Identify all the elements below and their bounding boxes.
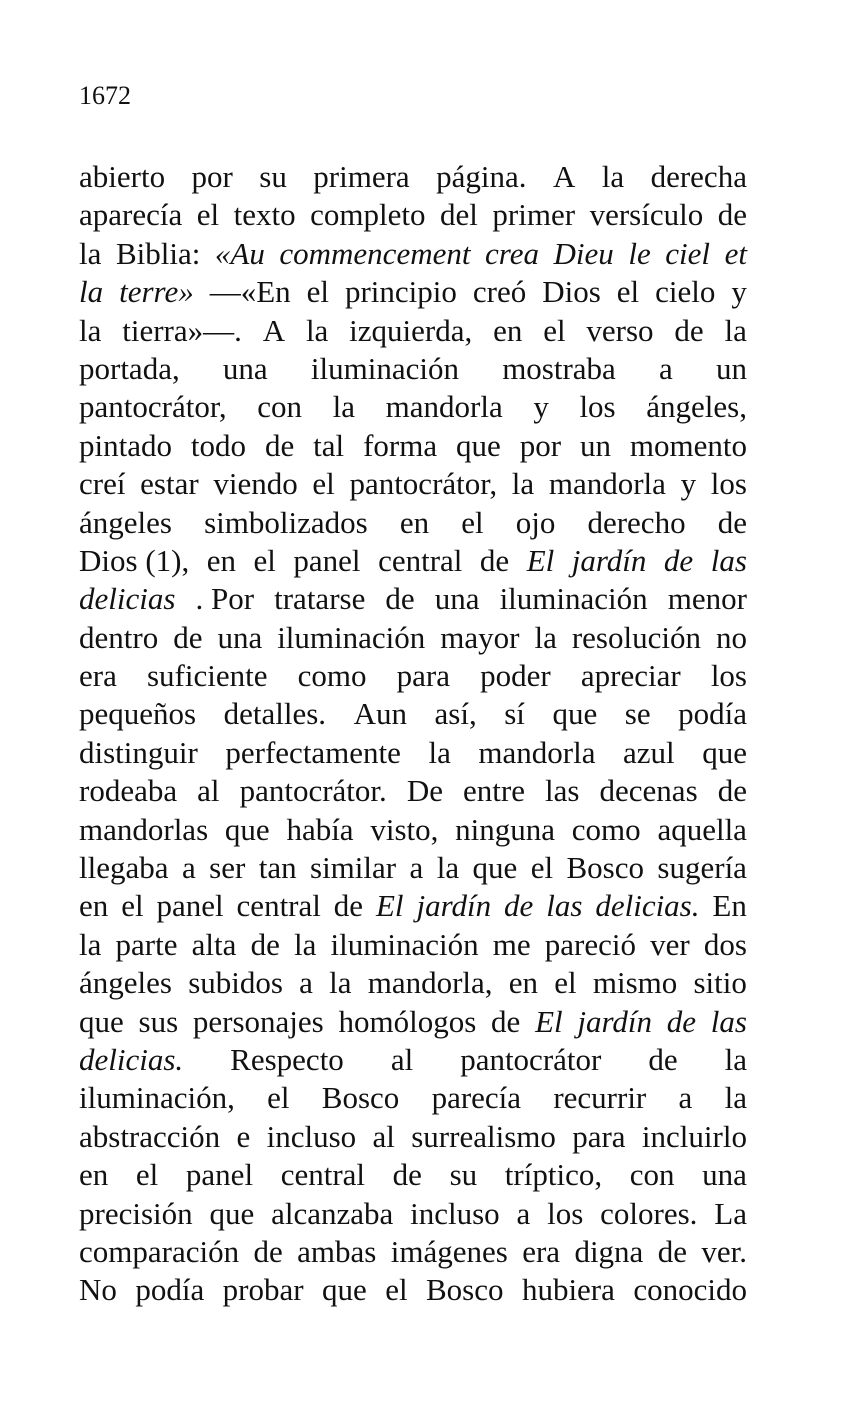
- word: a: [299, 965, 313, 1001]
- word: simbolizados: [204, 504, 368, 540]
- text-line: [79, 1118, 747, 1156]
- word: del: [440, 197, 478, 233]
- word: la: [329, 965, 352, 1001]
- word: su: [449, 1157, 478, 1193]
- word: comparación: [79, 1233, 240, 1269]
- word: iluminación,: [79, 1080, 235, 1116]
- word: pantocrátor,: [349, 466, 498, 502]
- word: subidos: [188, 965, 283, 1001]
- word: la: [601, 159, 625, 194]
- word: la: [724, 1041, 747, 1077]
- word: precisión: [79, 1195, 193, 1231]
- word: por: [191, 159, 233, 194]
- word: el: [543, 312, 566, 348]
- word: pantocrátor.: [239, 773, 387, 809]
- word: en: [399, 504, 430, 540]
- word: aparecía: [79, 197, 183, 233]
- word: rodeaba: [79, 773, 178, 809]
- word: texto: [233, 197, 296, 233]
- word: la: [428, 734, 451, 770]
- word: El: [526, 542, 555, 578]
- word: No: [79, 1272, 117, 1308]
- word: la: [332, 389, 356, 425]
- word: una: [222, 350, 268, 386]
- text-line: [79, 312, 747, 350]
- text-line: [79, 542, 747, 580]
- text-line: [79, 926, 747, 964]
- word: el: [554, 965, 577, 1001]
- word: la: [724, 1080, 747, 1116]
- word: incluso: [410, 1195, 500, 1231]
- text-line: [79, 504, 747, 542]
- word: recurrir: [553, 1080, 647, 1116]
- word: izquierda,: [349, 312, 473, 348]
- word: principio: [344, 274, 457, 310]
- word: de: [392, 1157, 422, 1193]
- word: tan: [258, 850, 297, 886]
- word: de: [264, 427, 295, 463]
- word: De: [406, 773, 443, 809]
- word: menor: [667, 581, 747, 617]
- word: a: [678, 1080, 693, 1116]
- word: El: [535, 1003, 563, 1039]
- word: el: [306, 274, 329, 310]
- word: ángeles,: [646, 389, 747, 425]
- word: ambas: [297, 1233, 377, 1269]
- word: pequeños: [79, 696, 197, 732]
- word: ángeles: [79, 965, 172, 1001]
- word: detalles.: [223, 696, 327, 732]
- word: abstracción: [79, 1118, 221, 1154]
- text-line: [79, 235, 747, 273]
- word: apreciar: [580, 658, 681, 694]
- word: que: [552, 696, 598, 732]
- word: de: [666, 1003, 697, 1039]
- text-line: [79, 1041, 747, 1079]
- text-line: [79, 465, 747, 503]
- word: como: [297, 658, 367, 694]
- word: ver.: [701, 1233, 747, 1269]
- text-line: [79, 695, 747, 733]
- word: no: [715, 619, 747, 655]
- word: abierto: [79, 159, 166, 194]
- text-line: [79, 657, 747, 695]
- word: jardín: [571, 542, 647, 578]
- word: central: [280, 1157, 366, 1193]
- word: alta: [191, 926, 237, 962]
- word: en: [508, 965, 539, 1001]
- word: En: [712, 888, 747, 924]
- word: personajes: [192, 1003, 324, 1039]
- word: probar: [222, 1272, 304, 1308]
- word: tratarse: [274, 581, 366, 617]
- word: azul: [623, 734, 675, 770]
- word: se: [624, 696, 651, 732]
- word: «Au: [214, 235, 265, 271]
- word: en: [206, 542, 236, 578]
- text-line: [79, 619, 747, 657]
- word: creí: [79, 466, 126, 502]
- word: por: [519, 427, 562, 463]
- word: La: [714, 1195, 747, 1231]
- word: tríptico,: [504, 1157, 603, 1193]
- word: el: [616, 274, 640, 310]
- word: de: [333, 888, 364, 924]
- text-line: [79, 1271, 747, 1309]
- text-line: [79, 964, 747, 1002]
- word: cielo: [655, 274, 716, 310]
- word: iluminación: [277, 619, 426, 655]
- word: para: [396, 658, 450, 694]
- word: ver: [650, 926, 690, 962]
- word: página.: [436, 159, 527, 194]
- word: panel: [185, 1157, 254, 1193]
- word: distinguir: [79, 734, 198, 770]
- word: imágenes: [390, 1233, 508, 1269]
- word: el: [461, 504, 484, 540]
- word: al: [197, 773, 220, 809]
- word: de: [717, 197, 747, 233]
- word: mandorla,: [367, 965, 493, 1001]
- word: mostraba: [502, 350, 616, 386]
- word: mandorla: [548, 466, 666, 502]
- word: con: [629, 1157, 675, 1193]
- word: y: [731, 274, 747, 310]
- word: primera: [313, 159, 410, 194]
- text-line: [79, 388, 747, 426]
- word: podía: [135, 1272, 205, 1308]
- word: podía: [678, 696, 747, 732]
- word: la: [305, 312, 329, 348]
- word: derecho: [587, 504, 686, 540]
- word: similar: [310, 850, 397, 886]
- word: de: [173, 619, 203, 655]
- word: dos: [703, 926, 747, 962]
- word: jardín: [416, 888, 492, 924]
- word: delicias: [79, 581, 176, 617]
- word: el: [312, 466, 335, 502]
- word: de: [717, 773, 747, 809]
- word: como: [571, 811, 641, 847]
- word: el: [385, 1272, 408, 1308]
- word: las: [545, 773, 580, 809]
- word: aquella: [657, 811, 747, 847]
- word: que: [209, 1195, 255, 1231]
- word: una: [217, 619, 263, 655]
- word: la: [534, 619, 557, 655]
- word: la: [436, 850, 460, 886]
- word: sitio: [693, 965, 747, 1001]
- word: delicias.: [595, 888, 700, 924]
- text-line: [79, 273, 747, 311]
- word: con: [257, 389, 303, 425]
- word: conocido: [633, 1272, 747, 1308]
- text-line: [79, 158, 747, 196]
- text-line: [79, 1195, 747, 1233]
- word: de: [385, 581, 415, 617]
- word: una: [434, 581, 480, 617]
- word: Biblia:: [115, 235, 201, 271]
- word: estar: [140, 466, 199, 502]
- word: iluminación: [330, 926, 479, 962]
- word: los: [710, 466, 747, 502]
- word: los: [710, 658, 747, 694]
- word: ojo: [515, 504, 556, 540]
- word: llegaba: [79, 850, 169, 886]
- word: central: [378, 542, 463, 578]
- word: forma: [363, 427, 438, 463]
- word: suficiente: [146, 658, 268, 694]
- word: mayor: [440, 619, 520, 655]
- word: A: [262, 312, 286, 348]
- word: un: [716, 350, 747, 386]
- word: y: [680, 466, 697, 502]
- text-line: [79, 1156, 747, 1194]
- word: alcanzaba: [271, 1195, 394, 1231]
- word: ángeles: [79, 504, 172, 540]
- page-number: 1672: [79, 81, 131, 110]
- word: los: [547, 1195, 584, 1231]
- word: a: [659, 350, 673, 386]
- word: era: [79, 658, 117, 694]
- word: hubiera: [521, 1272, 615, 1308]
- word: e: [236, 1118, 251, 1154]
- word: creó: [472, 274, 527, 310]
- word: en: [79, 1157, 109, 1193]
- word: ciel: [665, 235, 711, 271]
- text-line: [79, 580, 747, 618]
- word: verso: [586, 312, 654, 348]
- word: commencement: [279, 235, 471, 271]
- word: primer: [492, 197, 576, 233]
- word: de: [253, 1233, 283, 1269]
- word: era: [522, 1233, 561, 1269]
- word: la: [79, 274, 104, 310]
- word: crea: [485, 235, 539, 271]
- word: homólogos: [338, 1003, 477, 1039]
- word: Bosco: [566, 850, 644, 886]
- word: ninguna: [455, 811, 556, 847]
- word: al: [372, 1118, 395, 1154]
- word: dentro: [79, 619, 159, 655]
- word: Bosco: [321, 1080, 400, 1116]
- word: en: [493, 312, 523, 348]
- word: una: [702, 1157, 747, 1193]
- word: de: [717, 504, 747, 540]
- word: de: [504, 888, 534, 924]
- word: . Por: [195, 581, 255, 617]
- word: A: [552, 159, 576, 194]
- word: Dios: [542, 274, 601, 310]
- word: parte: [115, 926, 178, 962]
- word: et: [724, 235, 747, 271]
- word: decenas: [599, 773, 698, 809]
- word: momento: [629, 427, 747, 463]
- word: a: [181, 850, 196, 886]
- word: Dios (1),: [79, 542, 190, 578]
- word: un: [579, 427, 611, 463]
- word: la: [724, 312, 747, 348]
- word: central: [236, 888, 321, 924]
- word: entre: [463, 773, 525, 809]
- word: Respecto: [230, 1041, 344, 1077]
- word: mandorla: [385, 389, 503, 425]
- text-line: [79, 1003, 747, 1041]
- text-line: [79, 734, 747, 772]
- word: a: [516, 1195, 531, 1231]
- word: Dieu: [553, 235, 614, 271]
- text-line: [79, 427, 747, 465]
- word: sus: [138, 1003, 179, 1039]
- word: mandorlas: [79, 811, 209, 847]
- word: había: [286, 811, 354, 847]
- word: de: [491, 1003, 521, 1039]
- word: que: [321, 1272, 367, 1308]
- text-line: [79, 1233, 747, 1271]
- word: la: [79, 926, 102, 962]
- word: visto,: [370, 811, 439, 847]
- word: surrealismo: [411, 1118, 556, 1154]
- word: a: [409, 850, 424, 886]
- word: digna: [574, 1233, 644, 1269]
- text-line: [79, 772, 747, 810]
- word: panel: [293, 542, 361, 578]
- text-line: [79, 1079, 747, 1117]
- word: de: [479, 542, 510, 578]
- word: terre»: [119, 274, 194, 310]
- word: parecía: [431, 1080, 522, 1116]
- word: de: [250, 926, 280, 962]
- word: la: [79, 235, 102, 271]
- word: todo: [190, 427, 247, 463]
- word: tierra»—.: [122, 312, 242, 348]
- word: resolución: [571, 619, 701, 655]
- text-line: [79, 350, 747, 388]
- word: el: [253, 542, 276, 578]
- word: de: [663, 542, 694, 578]
- word: delicias.: [79, 1041, 184, 1077]
- word: de: [657, 1233, 687, 1269]
- word: mandorla: [478, 734, 596, 770]
- word: sugería: [657, 850, 747, 886]
- word: tal: [313, 427, 345, 463]
- word: que: [702, 734, 747, 770]
- word: le: [628, 235, 651, 271]
- body-text: [79, 158, 747, 1310]
- text-line: [79, 811, 747, 849]
- word: su: [259, 159, 287, 194]
- word: —«En: [209, 274, 291, 310]
- word: el: [196, 197, 220, 233]
- word: el: [267, 1080, 290, 1116]
- word: colores.: [600, 1195, 698, 1231]
- word: iluminación: [499, 581, 648, 617]
- word: para: [572, 1118, 626, 1154]
- word: panel: [156, 888, 224, 924]
- word: sí: [504, 696, 525, 732]
- word: derecha: [650, 159, 747, 194]
- word: me: [492, 926, 531, 962]
- word: Aun: [353, 696, 407, 732]
- word: al: [390, 1041, 414, 1077]
- word: mismo: [592, 965, 678, 1001]
- word: que: [224, 811, 270, 847]
- word: la: [293, 926, 317, 962]
- word: la: [79, 312, 102, 348]
- word: y: [533, 389, 549, 425]
- word: en: [79, 888, 109, 924]
- word: la: [511, 466, 535, 502]
- word: ser: [209, 850, 246, 886]
- word: el: [530, 850, 554, 886]
- word: que: [456, 427, 501, 463]
- word: las: [710, 542, 747, 578]
- word: pantocrátor: [460, 1041, 602, 1077]
- text-line: [79, 196, 747, 234]
- word: Bosco: [426, 1272, 504, 1308]
- word: pintado: [79, 427, 172, 463]
- text-line: [79, 887, 747, 925]
- word: así,: [434, 696, 477, 732]
- word: que: [79, 1003, 124, 1039]
- word: poder: [480, 658, 551, 694]
- word: el: [121, 888, 144, 924]
- word: versículo: [589, 197, 704, 233]
- word: pareció: [544, 926, 637, 962]
- word: portada,: [79, 350, 180, 386]
- word: incluirlo: [641, 1118, 747, 1154]
- word: de: [674, 312, 704, 348]
- word: iluminación: [310, 350, 459, 386]
- word: las: [710, 1003, 747, 1039]
- word: completo: [310, 197, 426, 233]
- word: las: [546, 888, 583, 924]
- word: jardín: [577, 1003, 653, 1039]
- word: el: [135, 1157, 159, 1193]
- word: viendo: [213, 466, 298, 502]
- word: que: [472, 850, 518, 886]
- word: de: [648, 1041, 678, 1077]
- word: incluso: [266, 1118, 357, 1154]
- text-line: [79, 849, 747, 887]
- word: pantocrátor,: [79, 389, 227, 425]
- word: los: [579, 389, 616, 425]
- word: perfectamente: [225, 734, 401, 770]
- word: El: [375, 888, 404, 924]
